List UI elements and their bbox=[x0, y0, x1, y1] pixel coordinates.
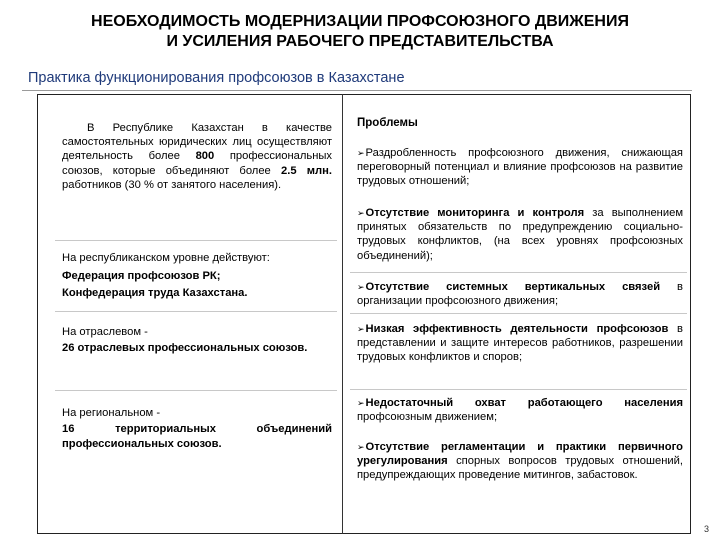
title-line-1: НЕОБХОДИМОСТЬ МОДЕРНИЗАЦИИ ПРОФСОЮЗНОГО ДВИЖЕНИЯ bbox=[91, 13, 629, 30]
problems-heading: Проблемы bbox=[357, 117, 418, 129]
republic-org-2: Конфедерация труда Казахстана. bbox=[62, 287, 248, 299]
bullet-arrow-icon: ➢ bbox=[357, 324, 365, 334]
slide-title bbox=[40, 12, 680, 52]
sector-level-label: На отраслевом - bbox=[62, 326, 148, 338]
bullet-arrow-icon: ➢ bbox=[357, 208, 365, 218]
problem-6: ➢Отсутствие регламентации и практики первичного урегулирования спорных вопросов трудовых отношений, предупреждающих проведение митингов, забастовок. bbox=[357, 441, 683, 482]
unions-count: 800 bbox=[195, 150, 215, 163]
page-number: 3 bbox=[704, 524, 710, 534]
row-separator bbox=[55, 311, 337, 312]
row-separator bbox=[350, 389, 687, 390]
row-separator bbox=[55, 240, 337, 241]
sector-level-block bbox=[62, 324, 332, 356]
problem-3: ➢Отсутствие системных вертикальных связей в организации профсоюзного движения; bbox=[357, 281, 683, 308]
workers-count: 2.5 млн. bbox=[280, 164, 332, 177]
problem-4: ➢Низкая эффективность деятельности профсоюзов в представлении и защите интересов работников, разрешении трудовых конфликтов и споров; bbox=[357, 323, 683, 364]
sector-level-value: 26 отраслевых профессиональных союзов. bbox=[62, 342, 308, 354]
column-divider bbox=[342, 94, 343, 534]
subtitle-divider bbox=[22, 90, 692, 91]
slide-subtitle: Практика функционирования профсоюзов в Казахстане bbox=[28, 70, 405, 86]
row-separator bbox=[55, 390, 337, 391]
problem-1: ➢Раздробленность профсоюзного движения, снижающая переговорный потенциал и влияние профсоюзов на развитие трудовых отношений; bbox=[357, 147, 683, 188]
regional-level-value: 16 территориальных объединений профессиональных союзов. bbox=[62, 422, 332, 450]
row-separator bbox=[350, 272, 687, 273]
title-line-2: И УСИЛЕНИЯ РАБОЧЕГО ПРЕДСТАВИТЕЛЬСТВА bbox=[166, 33, 554, 50]
republic-org-1: Федерация профсоюзов РК; bbox=[62, 269, 221, 282]
bullet-arrow-icon: ➢ bbox=[357, 148, 365, 158]
republic-level-block bbox=[62, 250, 332, 303]
regional-level-block bbox=[62, 406, 332, 453]
bullet-arrow-icon: ➢ bbox=[357, 398, 365, 408]
intro-paragraph: В Республике Казахстан в качестве самостоятельных юридических лиц осуществляют деятельность более 800 профессиональных союзов, которые объединяют более 2.5 млн. работников (30 % от занятого населения). bbox=[62, 122, 333, 191]
regional-level-label: На региональном - bbox=[62, 407, 161, 419]
problem-2: ➢Отсутствие мониторинга и контроля за выполнением принятых обязательств по предупреждению социально-трудовых конфликтов, (на всех уровнях профсоюзных объединений); bbox=[357, 207, 684, 262]
bullet-arrow-icon: ➢ bbox=[357, 442, 365, 452]
row-separator bbox=[350, 313, 687, 314]
problem-5: ➢Недостаточный охват работающего населения профсоюзным движением; bbox=[357, 397, 683, 424]
bullet-arrow-icon: ➢ bbox=[357, 282, 365, 292]
republic-level-label: На республиканском уровне действуют: bbox=[62, 252, 270, 264]
